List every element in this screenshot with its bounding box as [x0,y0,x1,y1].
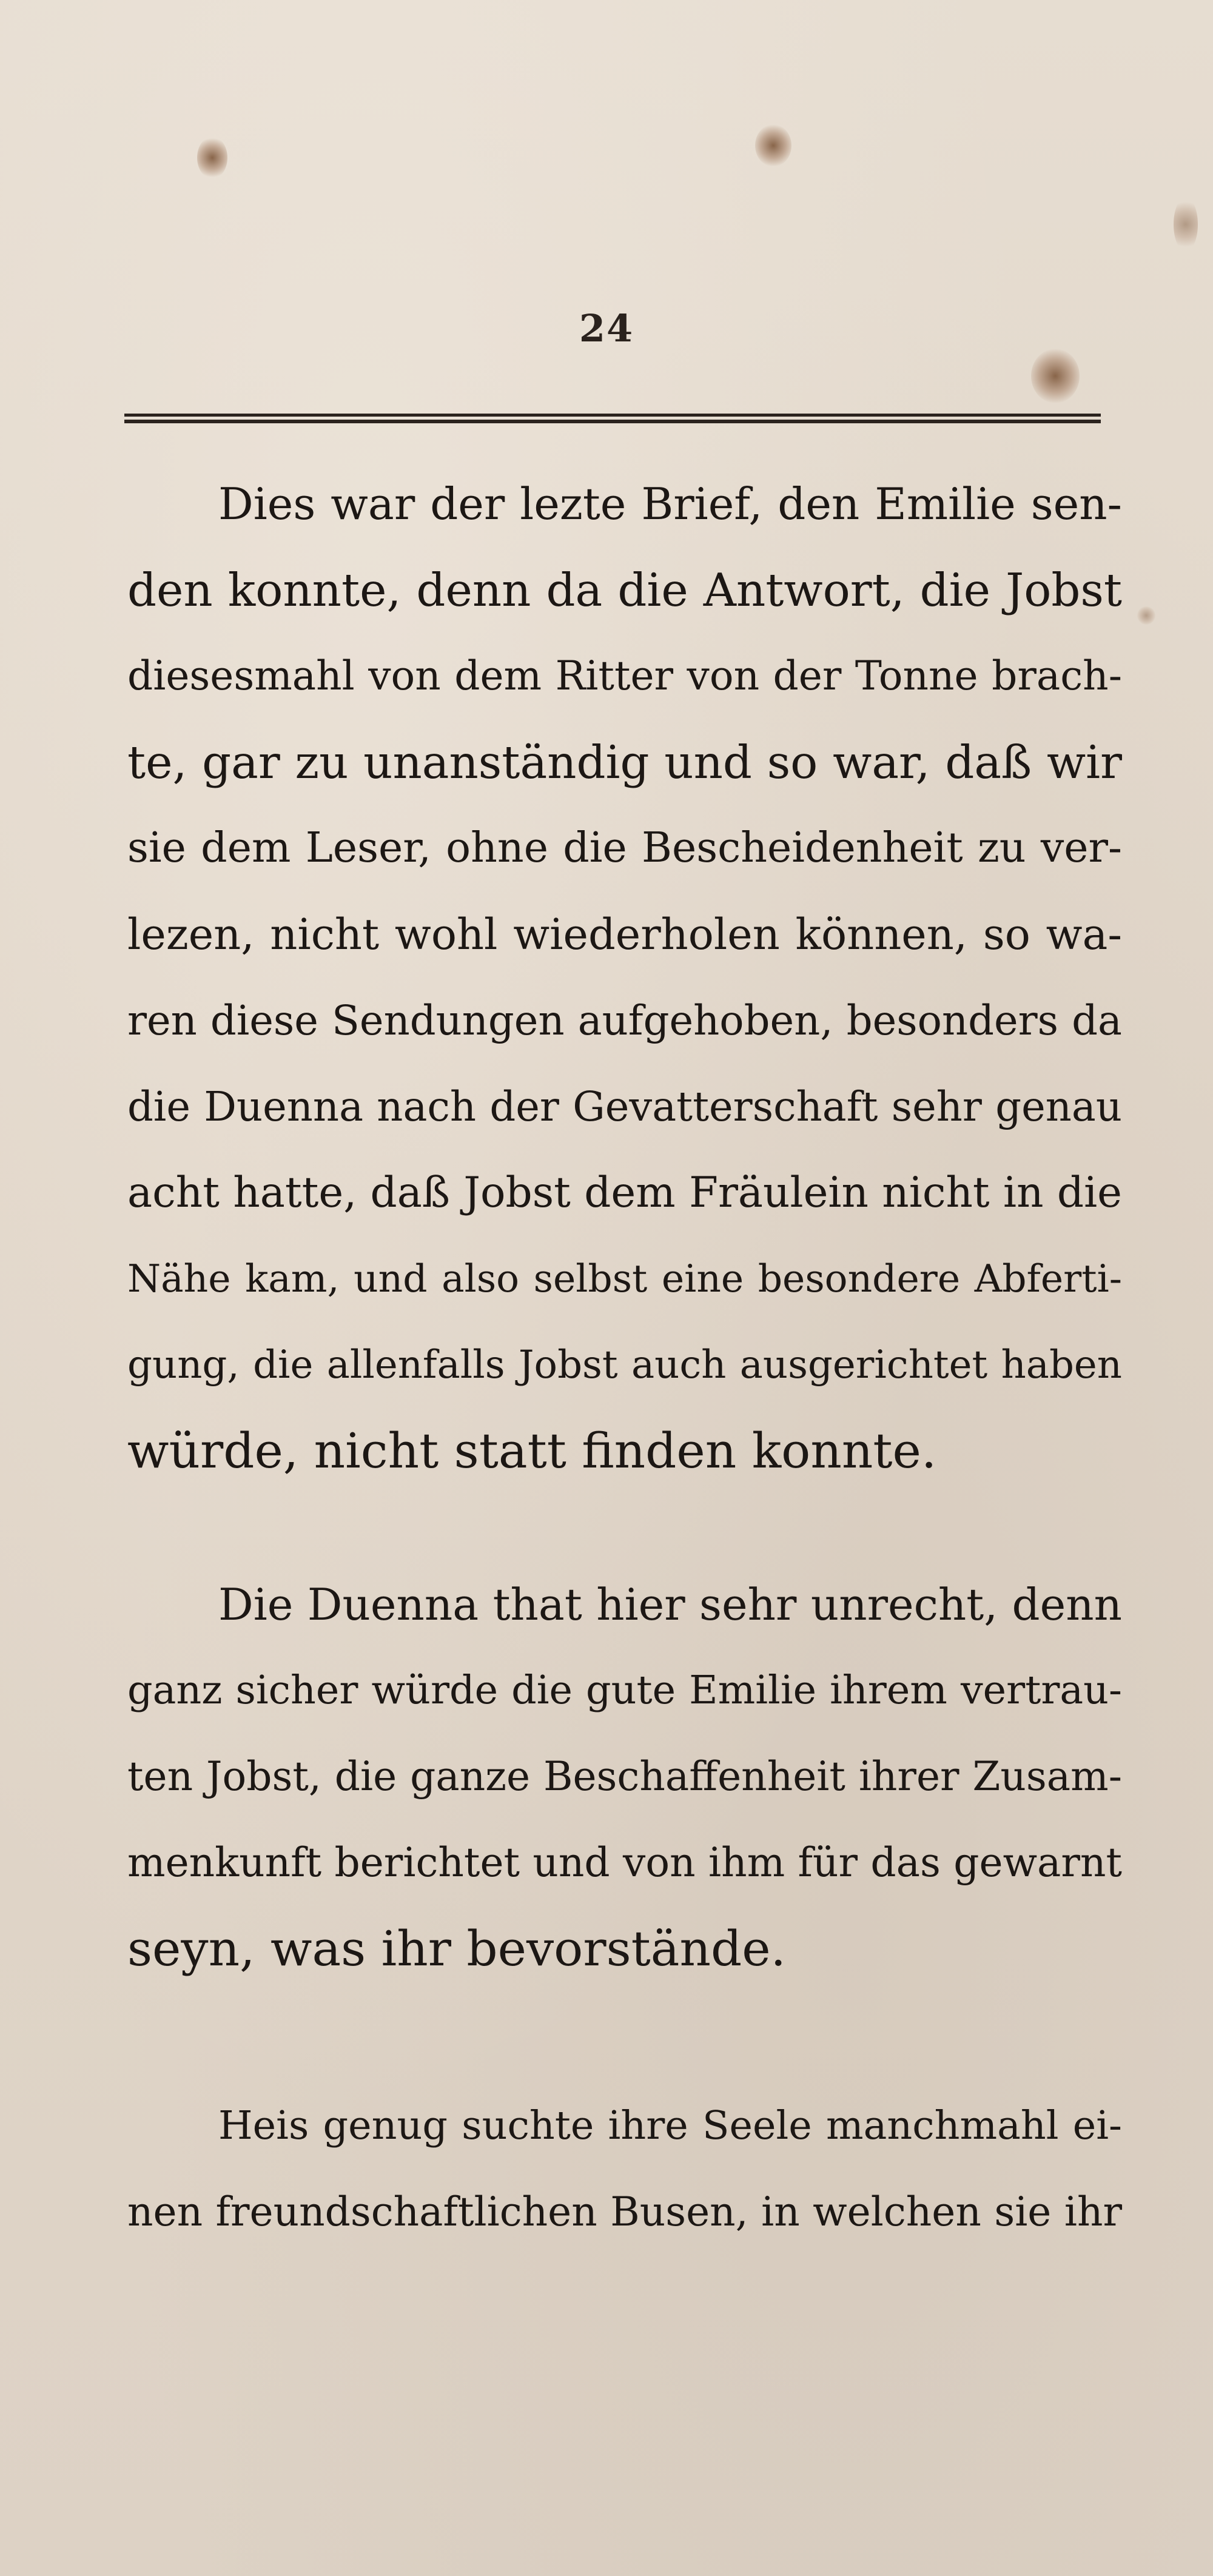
paragraph-1 [127,461,1122,1494]
text-line: nen freundschaftlichen Busen, in welchen sie ihr [127,2189,1122,2235]
text-line: ten Jobst, die ganze Beschaffenheit ihrer Zusam- [127,1753,1122,1800]
text-line: ganz sicher würde die gute Emilie ihrem vertrau- [127,1668,1122,1713]
text-line: Dies war der lezte Brief, den Emilie sen- [218,478,1122,529]
text-line: Heis genug suchte ihre Seele manchmahl ei- [218,2103,1122,2148]
text-line: würde, nicht statt finden konnte. [127,1423,937,1479]
text-line: lezen, nicht wohl wiederholen können, so wa- [127,910,1122,959]
text-line: Die Duenna that hier sehr unrecht, denn [218,1579,1122,1630]
paragraph-3 [127,2083,1122,2255]
text-line: diesesmahl von dem Ritter von der Tonne brach- [127,652,1122,699]
foxing-stain [1031,349,1080,403]
paragraph-2 [127,1561,1122,1992]
foxing-stain [1137,606,1155,625]
foxing-stain [1174,197,1198,252]
text-line: Nähe kam, und also selbst eine besondere Abferti- [127,1256,1122,1301]
header-rule [124,414,1101,423]
text-line: acht hatte, daß Jobst dem Fräulein nicht in die [127,1169,1122,1217]
foxing-stain [197,136,227,179]
text-line: te, gar zu unanständig und so war, daß wir [127,736,1122,789]
text-line: die Duenna nach der Gevatterschaft sehr genau [127,1083,1122,1130]
text-line: gung, die allenfalls Jobst auch ausgerichtet haben [127,1343,1122,1387]
foxing-stain [755,124,791,167]
text-line: ren diese Sendungen aufgehoben, besonders da [127,997,1122,1044]
text-line: seyn, was ihr bevorstände. [127,1920,786,1977]
page-number: 24 [579,306,634,351]
text-line: den konnte, denn da die Antwort, die Jobst [127,563,1122,617]
text-line: sie dem Leser, ohne die Bescheidenheit zu ver- [127,824,1122,872]
text-line: menkunft berichtet und von ihm für das gewarnt [127,1839,1122,1886]
